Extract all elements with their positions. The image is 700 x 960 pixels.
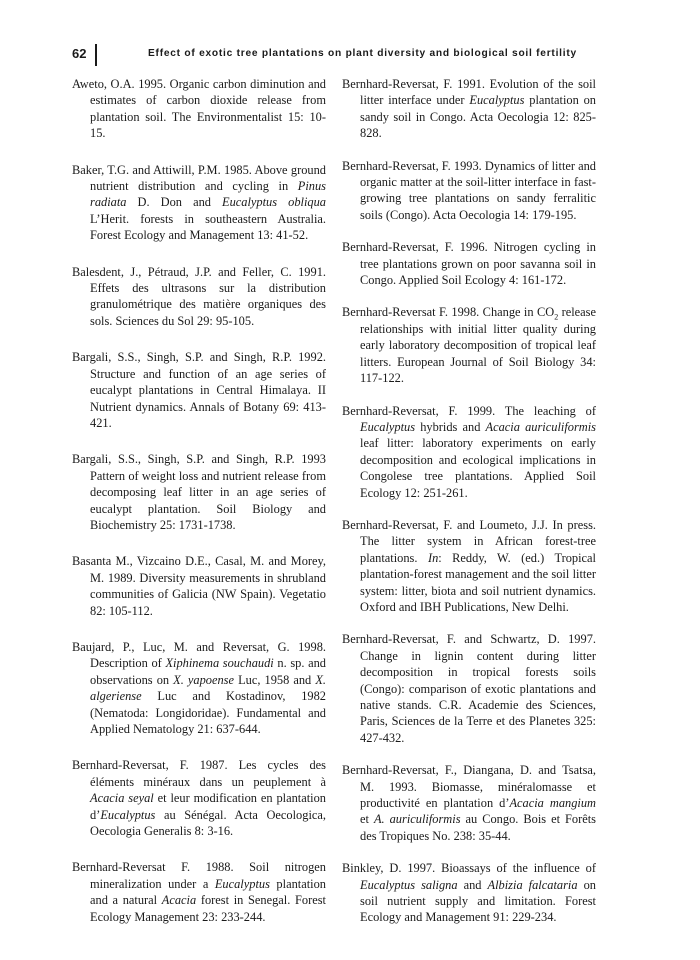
reference-entry bbox=[72, 162, 326, 244]
reference-entry bbox=[342, 158, 596, 224]
italic-text: Acacia seyal bbox=[90, 791, 154, 806]
reference-entry bbox=[72, 859, 326, 925]
reference-text: L’Herit. forests in southeastern Australia. Forest Ecology and Management 13: 41-52. bbox=[90, 211, 326, 243]
italic-text: Eucalyptus obliqua bbox=[222, 195, 326, 210]
reference-text: Baker, T.G. and Attiwill, P.M. 1985. Above ground nutrient distribution and cycling in bbox=[72, 162, 326, 194]
reference-text: et bbox=[360, 812, 374, 827]
reference-entry bbox=[72, 639, 326, 737]
italic-text: Acacia mangium bbox=[509, 796, 596, 811]
page-header bbox=[72, 44, 638, 66]
reference-text: Bernhard-Reversat, F., Diangana, D. and Tsatsa, M. 1993. Biomasse, minéralomasse et productivité en plantation d’ bbox=[342, 763, 596, 811]
reference-text: et leur modification en plantation d’ bbox=[90, 791, 326, 822]
reference-text: Basanta M., Vizcaino D.E., Casal, M. and Morey, M. 1989. Diversity measurements in shrubland communities of Galicia (NW Spain). Vegetatio 82: 105-112. bbox=[72, 554, 326, 618]
page-number: 62 bbox=[72, 46, 87, 61]
reference-entry bbox=[342, 304, 596, 386]
italic-text: X. yapoense bbox=[173, 672, 235, 687]
italic-text: Eucalyptus bbox=[100, 807, 156, 822]
reference-entry bbox=[342, 860, 596, 926]
reference-text: Bernhard-Reversat, F. and Schwartz, D. 1997. Change in lignin content during litter decomposition in tropical forests soils (Congo): comparison of exotic plantations and native stands. C.R. Academie des Sciences, Paris, Sciences de la Terre et des Planetes 325: 427-432. bbox=[342, 632, 596, 745]
reference-text: Bernhard-Reversat F. 1998. Change in CO bbox=[342, 305, 555, 320]
reference-text: on soil nutrient supply and limitation. Forest Ecology and Management 91: 229-234. bbox=[360, 877, 596, 925]
references-left-column bbox=[72, 76, 326, 945]
italic-text: Eucalyptus bbox=[360, 419, 416, 434]
reference-text: Bernhard-Reversat, F. and Loumeto, J.J. In press. The litter system in African forest-tree plantations. bbox=[342, 517, 596, 565]
reference-entry bbox=[342, 239, 596, 288]
reference-text: Bernhard-Reversat F. 1988. Soil nitrogen mineralization under a bbox=[72, 860, 326, 891]
reference-entry bbox=[342, 631, 596, 746]
italic-text: Eucalyptus bbox=[469, 93, 525, 108]
reference-text: Bernhard-Reversat, F. 1991. Evolution of the soil litter interface under bbox=[342, 77, 596, 108]
italic-text: Albizia falcataria bbox=[487, 877, 578, 892]
reference-text: Bernhard-Reversat, F. 1993. Dynamics of litter and organic matter at the soil-litter interface in fast-growing tree plantations on sandy ferralitic soils (Congo). Acta Oecologia 14: 179-195. bbox=[342, 158, 596, 222]
italic-text: Eucalyptus saligna bbox=[360, 877, 458, 892]
references-right-column bbox=[342, 76, 596, 942]
reference-text: au Congo. Bois et Forêts des Tropiques No. 238: 35-44. bbox=[360, 812, 596, 843]
italic-text: Acacia auriculiformis bbox=[485, 419, 596, 434]
reference-text: Bernhard-Reversat, F. 1987. Les cycles des éléments minéraux dans un peuplement à bbox=[72, 758, 326, 789]
reference-text: Binkley, D. 1997. Bioassays of the influence of bbox=[342, 861, 596, 876]
reference-entry bbox=[342, 403, 596, 501]
italic-text: Acacia bbox=[161, 893, 197, 908]
running-title: Effect of exotic tree plantations on plant diversity and biological soil fertility bbox=[148, 48, 577, 59]
reference-text: Baujard, P., Luc, M. and Reversat, G. 1998. Description of bbox=[72, 639, 326, 671]
reference-text: D. Don and bbox=[126, 195, 223, 210]
reference-text: hybrids and bbox=[415, 419, 486, 434]
reference-text: plantation and a natural bbox=[90, 876, 326, 908]
reference-entry bbox=[72, 451, 326, 533]
italic-text: Xiphinema souchaudi bbox=[165, 656, 274, 671]
reference-entry bbox=[72, 757, 326, 839]
reference-entry bbox=[72, 553, 326, 619]
reference-entry bbox=[342, 762, 596, 844]
reference-text: au Sénégal. Acta Oecologica, Oecologia Generalis 8: 3-16. bbox=[90, 807, 326, 839]
italic-text: Eucalyptus bbox=[214, 876, 270, 891]
reference-text: Bernhard-Reversat, F. 1999. The leaching of bbox=[342, 403, 596, 418]
reference-text: leaf litter: laboratory experiments on early decomposition and ecological implications in Congolese tree plantations. Applied Soil Ecology 12: 251-261. bbox=[360, 436, 596, 500]
reference-text: plantation on sandy soil in Congo. Acta Oecologia 12: 825-828. bbox=[360, 93, 596, 141]
reference-text: Aweto, O.A. 1995. Organic carbon diminution and estimates of carbon dioxide release from plantation soil. The Environmentalist 15: 10-15. bbox=[72, 77, 326, 141]
reference-entry bbox=[72, 76, 326, 142]
reference-text: Bargali, S.S., Singh, S.P. and Singh, R.P. 1992. Structure and function of an age series of eucalypt plantations in Central Himalaya. II Nutrient dynamics. Annals of Botany 69: 413-421. bbox=[72, 350, 326, 430]
italic-text: A. auriculiformis bbox=[373, 812, 461, 827]
italic-text: X. algeriense bbox=[90, 672, 326, 704]
reference-entry bbox=[342, 76, 596, 142]
italic-text: Pinus radiata bbox=[90, 179, 326, 210]
reference-text: Balesdent, J., Pétraud, J.P. and Feller, C. 1991. Effets des ultrasons sur la distribution granulométrique des matière organiques des sols. Sciences du Sol 29: 95-105. bbox=[72, 264, 326, 328]
reference-text: Bargali, S.S., Singh, S.P. and Singh, R.P. 1993 Pattern of weight loss and nutrient release from decomposing leaf litter in an age series of eucalypt plantation. Soil Biology and Biochemistry 25: 1731-1738. bbox=[72, 452, 326, 532]
reference-text: Luc, 1958 and bbox=[234, 672, 316, 687]
reference-text: Luc and Kostadinov, 1982 (Nematoda: Longidoridae). Fundamental and Applied Nematology 21: 637-644. bbox=[90, 689, 326, 736]
subscript-text: 2 bbox=[554, 312, 559, 322]
reference-text: forest in Senegal. Forest Ecology Management 23: 233-244. bbox=[90, 893, 326, 924]
reference-entry bbox=[342, 517, 596, 615]
reference-text: n. sp. and observations on bbox=[90, 656, 327, 687]
reference-text: and bbox=[457, 877, 488, 892]
reference-text: release relationships with initial litter quality during early laboratory decomposition of tropical leaf litters. European Journal of Soil Biology 34: 117-122. bbox=[360, 305, 596, 386]
reference-entry bbox=[72, 349, 326, 431]
reference-entry bbox=[72, 264, 326, 330]
reference-text: Bernhard-Reversat, F. 1996. Nitrogen cycling in tree plantations grown on poor savanna soil in Congo. Applied Soil Ecology 4: 161-172. bbox=[342, 240, 596, 288]
italic-text: In bbox=[427, 550, 439, 565]
header-divider bbox=[95, 44, 97, 66]
reference-text: : Reddy, W. (ed.) Tropical plantation-forest management and the soil litter system: litter, biota and soil nutrient dynamics. Oxford and IBH Publications, New Delhi. bbox=[360, 550, 596, 614]
